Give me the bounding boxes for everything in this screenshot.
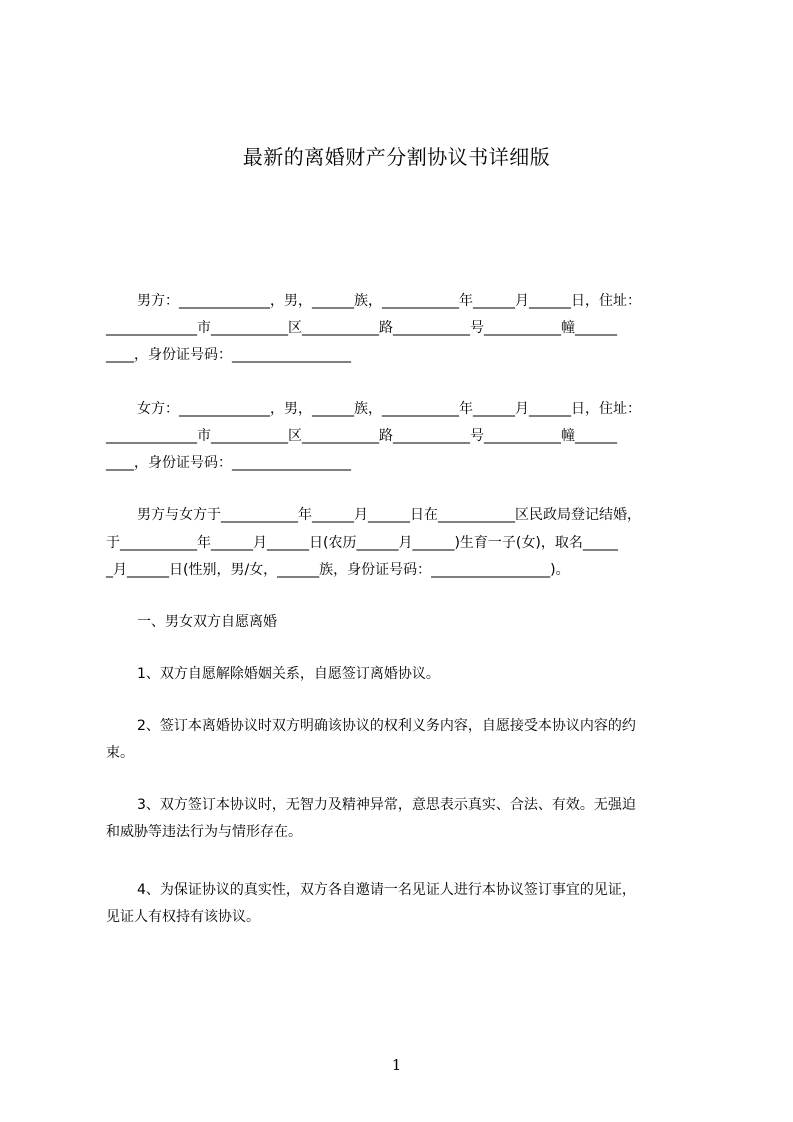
section-1-item-4-line-2: 见证人有权持有该协议。 — [106, 909, 260, 925]
marriage-info-line-1: 男方与女方于___________年______月______日在___________区民政局登记结婚， — [137, 507, 641, 523]
document-title: 最新的离婚财产分割协议书详细版 — [242, 145, 551, 169]
page-number: 1 — [391, 1056, 402, 1074]
male-party-line-3: ____，身份证号码：_________________ — [106, 347, 351, 363]
section-1-item-3-line-1: 3、双方签订本协议时，无智力及精神异常，意思表示真实、合法、有效。无强迫 — [137, 797, 636, 813]
section-1-item-2-line-2: 束。 — [106, 745, 134, 761]
section-1-heading: 一、男女双方自愿离婚 — [137, 614, 277, 630]
female-party-line-1: 女方：_____________，男，______族，___________年______月______日，住址： — [137, 401, 641, 417]
section-1-item-1: 1、双方自愿解除婚姻关系，自愿签订离婚协议。 — [137, 666, 440, 682]
marriage-info-line-2: 于___________年______月______日(农历______月______)生育一子(女)，取名_____ — [106, 535, 618, 551]
male-party-line-2: _____________市___________区___________路___________号___________幢______ — [106, 320, 617, 336]
section-1-item-2-line-1: 2、签订本离婚协议时双方明确该协议的权利义务内容，自愿接受本协议内容的约 — [137, 718, 636, 734]
marriage-info-line-3: _月______日(性别，男/女，______族，身份证号码：_________________)。 — [106, 562, 570, 578]
male-party-line-1: 男方：_____________，男，______族，___________年______月______日，住址： — [137, 293, 641, 309]
section-1-item-3-line-2: 和威胁等违法行为与情形存在。 — [106, 824, 302, 840]
section-1-item-4-line-1: 4、为保证协议的真实性，双方各自邀请一名见证人进行本协议签订事宜的见证， — [137, 882, 636, 898]
female-party-line-3: ____，身份证号码：_________________ — [106, 455, 351, 471]
female-party-line-2: _____________市___________区___________路___________号___________幢______ — [106, 428, 617, 444]
